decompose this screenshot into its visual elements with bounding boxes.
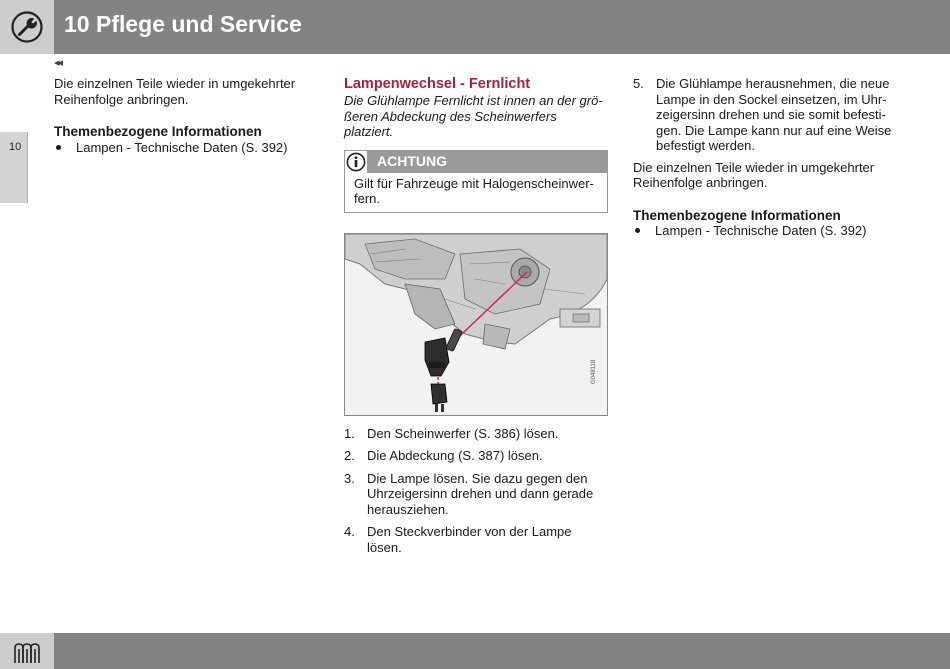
step-text: Die Lampe lösen. Sie dazu gegen den Uhrzeigersinn drehen und dann gerade herausziehen. bbox=[367, 470, 594, 517]
headlight-illustration bbox=[344, 233, 608, 416]
previous-page-link[interactable]: ◂◂ bbox=[54, 57, 62, 69]
chapter-icon-box bbox=[0, 0, 54, 54]
warning-title: ACHTUNG bbox=[377, 152, 447, 169]
reassembly-text: Die einzelnen Teile wieder in umgekehrter Reihenfolge anbringen. bbox=[54, 76, 296, 107]
section-title: Lampenwechsel - Fernlicht bbox=[344, 76, 531, 92]
wrench-icon bbox=[11, 11, 43, 43]
chapter-header bbox=[0, 0, 950, 54]
chapter-title: 10 Pflege und Service bbox=[64, 11, 302, 37]
section-intro: Die Glühlampe Fernlicht ist innen an der grö-ßeren Abdeckung des Scheinwerfers platziert. bbox=[344, 93, 603, 139]
column-middle bbox=[344, 76, 608, 555]
step-number: 5. bbox=[633, 76, 644, 91]
reassembly-text: Die einzelnen Teile wieder in umgekehrter Reihenfolge anbringen. bbox=[633, 159, 875, 190]
step-number: 2. bbox=[344, 448, 355, 463]
footer-icon-box bbox=[0, 633, 54, 669]
step-item bbox=[344, 524, 608, 555]
step-text: Den Steckverbinder von der Lampe lösen. bbox=[367, 524, 572, 555]
warning-text: Gilt für Fahrzeuge mit Halogenscheinwer-fern. bbox=[354, 175, 594, 206]
info-icon bbox=[346, 152, 366, 172]
step-text: Die Abdeckung (S. 387) lösen. bbox=[367, 448, 543, 463]
step-number: 3. bbox=[344, 470, 355, 486]
chapter-tab-number: 10 bbox=[9, 141, 22, 153]
step-text: Die Glühlampe herausnehmen, die neue Lampe in den Sockel einsetzen, im Uhr-zeigersinn drehen und sie somit befesti-gen. Die Lampe kann nur auf eine Weise befestigt werden. bbox=[656, 76, 892, 153]
step-item bbox=[344, 426, 608, 442]
step-item bbox=[344, 471, 608, 518]
chapter-tab[interactable] bbox=[0, 132, 28, 203]
step-item bbox=[633, 76, 895, 154]
step-number: 4. bbox=[344, 524, 355, 539]
related-info-link[interactable]: Lampen - Technische Daten (S. 392) bbox=[633, 223, 895, 239]
chapter-index-icon bbox=[14, 643, 40, 663]
headlight-drawing bbox=[345, 234, 607, 415]
warning-box bbox=[344, 150, 608, 213]
column-left bbox=[54, 76, 304, 155]
step-text: Den Scheinwerfer (S. 386) lösen. bbox=[367, 425, 559, 441]
page-footer bbox=[0, 633, 950, 669]
column-right bbox=[633, 76, 895, 239]
step-number: 1. bbox=[344, 425, 355, 441]
related-info-link[interactable]: Lampen - Technische Daten (S. 392) bbox=[54, 140, 304, 156]
related-info-heading: Themenbezogene Informationen bbox=[54, 124, 262, 139]
warning-header bbox=[345, 151, 607, 173]
figure-code: G048118 bbox=[591, 359, 597, 384]
warning-icon-box bbox=[345, 151, 367, 173]
step-item bbox=[344, 448, 608, 464]
procedure-steps bbox=[344, 426, 608, 556]
related-info-heading: Themenbezogene Informationen bbox=[633, 207, 841, 223]
